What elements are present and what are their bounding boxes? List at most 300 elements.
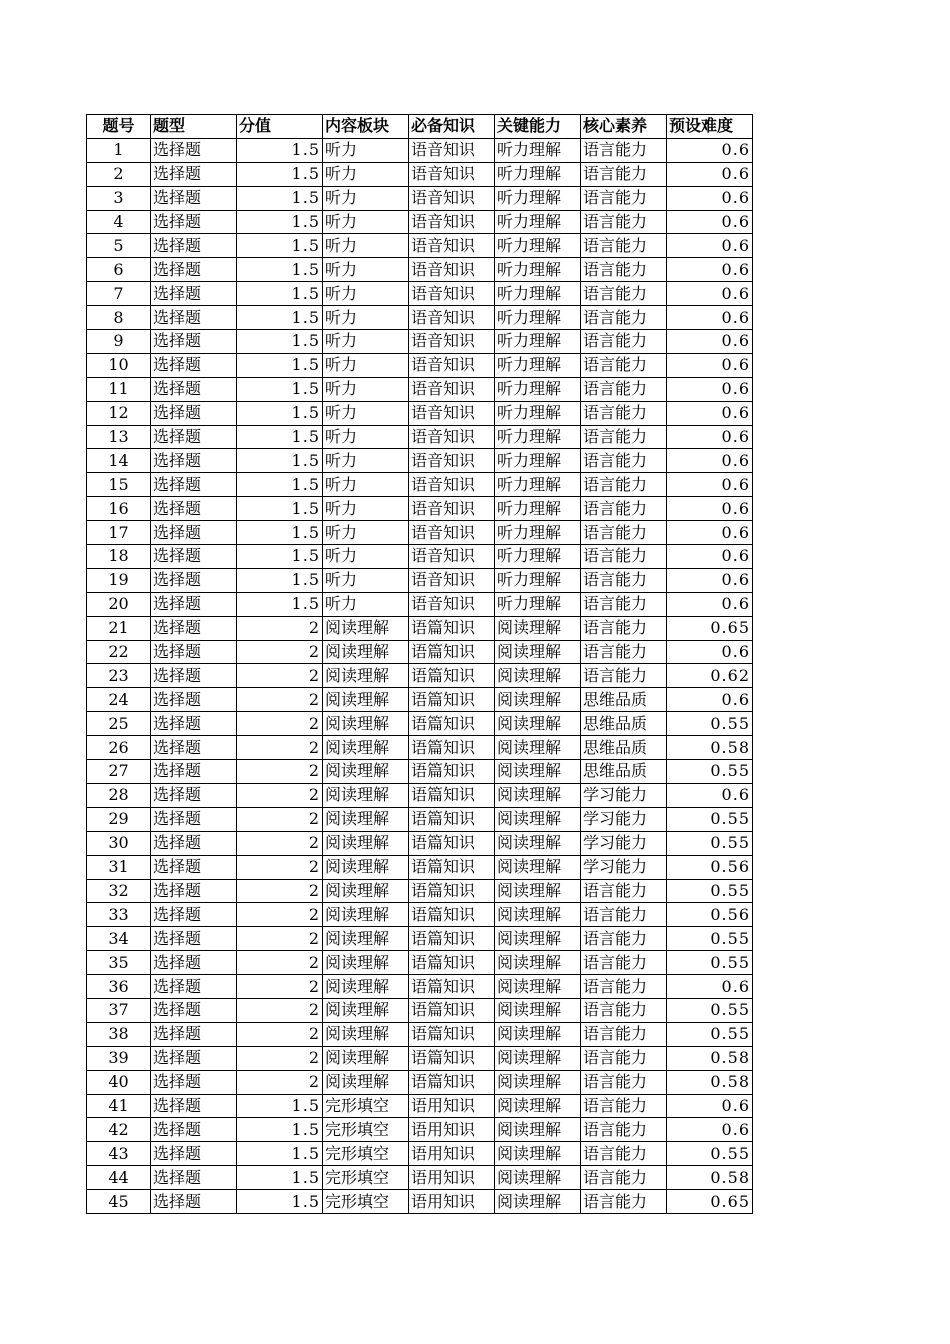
cell-question-number[interactable]: 20 [87,592,151,616]
cell-preset-difficulty[interactable]: 0.55 [667,760,753,784]
cell-preset-difficulty[interactable]: 0.6 [667,330,753,354]
cell-question-number[interactable]: 17 [87,521,151,545]
cell-preset-difficulty[interactable]: 0.6 [667,545,753,569]
cell-question-number[interactable]: 9 [87,330,151,354]
cell-content-section[interactable]: 听力 [323,306,409,330]
cell-question-type[interactable]: 选择题 [151,592,237,616]
cell-key-ability[interactable]: 阅读理解 [495,1094,581,1118]
cell-question-type[interactable]: 选择题 [151,927,237,951]
cell-question-number[interactable]: 45 [87,1190,151,1214]
cell-key-ability[interactable]: 听力理解 [495,186,581,210]
cell-question-type[interactable]: 选择题 [151,1190,237,1214]
cell-question-number[interactable]: 18 [87,545,151,569]
cell-preset-difficulty[interactable]: 0.58 [667,1046,753,1070]
cell-required-knowledge[interactable]: 语篇知识 [409,1070,495,1094]
cell-question-number[interactable]: 34 [87,927,151,951]
cell-preset-difficulty[interactable]: 0.6 [667,282,753,306]
cell-content-section[interactable]: 阅读理解 [323,736,409,760]
cell-core-literacy[interactable]: 语言能力 [581,377,667,401]
cell-question-type[interactable]: 选择题 [151,138,237,162]
cell-question-number[interactable]: 41 [87,1094,151,1118]
cell-core-literacy[interactable]: 语言能力 [581,138,667,162]
cell-core-literacy[interactable]: 学习能力 [581,831,667,855]
cell-question-type[interactable]: 选择题 [151,640,237,664]
cell-question-type[interactable]: 选择题 [151,998,237,1022]
cell-core-literacy[interactable]: 语言能力 [581,998,667,1022]
cell-required-knowledge[interactable]: 语音知识 [409,592,495,616]
cell-score[interactable]: 2 [237,664,323,688]
cell-question-type[interactable]: 选择题 [151,210,237,234]
cell-core-literacy[interactable]: 语言能力 [581,1142,667,1166]
cell-question-number[interactable]: 25 [87,712,151,736]
cell-required-knowledge[interactable]: 语篇知识 [409,951,495,975]
cell-preset-difficulty[interactable]: 0.56 [667,855,753,879]
cell-score[interactable]: 2 [237,783,323,807]
cell-question-number[interactable]: 15 [87,473,151,497]
cell-score[interactable]: 2 [237,688,323,712]
cell-key-ability[interactable]: 阅读理解 [495,712,581,736]
cell-preset-difficulty[interactable]: 0.65 [667,616,753,640]
header-content-section[interactable]: 内容板块 [323,115,409,139]
cell-score[interactable]: 1.5 [237,1094,323,1118]
cell-key-ability[interactable]: 听力理解 [495,234,581,258]
cell-core-literacy[interactable]: 语言能力 [581,1070,667,1094]
cell-score[interactable]: 2 [237,712,323,736]
cell-preset-difficulty[interactable]: 0.6 [667,568,753,592]
cell-key-ability[interactable]: 阅读理解 [495,783,581,807]
cell-core-literacy[interactable]: 语言能力 [581,473,667,497]
cell-preset-difficulty[interactable]: 0.56 [667,903,753,927]
cell-core-literacy[interactable]: 语言能力 [581,879,667,903]
cell-content-section[interactable]: 完形填空 [323,1142,409,1166]
cell-required-knowledge[interactable]: 语篇知识 [409,1022,495,1046]
cell-question-number[interactable]: 7 [87,282,151,306]
cell-key-ability[interactable]: 听力理解 [495,210,581,234]
cell-score[interactable]: 1.5 [237,1118,323,1142]
cell-question-number[interactable]: 3 [87,186,151,210]
cell-question-type[interactable]: 选择题 [151,688,237,712]
cell-required-knowledge[interactable]: 语音知识 [409,234,495,258]
cell-required-knowledge[interactable]: 语音知识 [409,473,495,497]
cell-score[interactable]: 1.5 [237,545,323,569]
cell-preset-difficulty[interactable]: 0.6 [667,783,753,807]
cell-core-literacy[interactable]: 语言能力 [581,1094,667,1118]
cell-content-section[interactable]: 听力 [323,138,409,162]
cell-question-type[interactable]: 选择题 [151,473,237,497]
cell-score[interactable]: 2 [237,640,323,664]
cell-question-type[interactable]: 选择题 [151,425,237,449]
cell-preset-difficulty[interactable]: 0.6 [667,353,753,377]
cell-preset-difficulty[interactable]: 0.65 [667,1190,753,1214]
cell-question-type[interactable]: 选择题 [151,1022,237,1046]
cell-question-type[interactable]: 选择题 [151,1166,237,1190]
cell-question-type[interactable]: 选择题 [151,664,237,688]
cell-required-knowledge[interactable]: 语篇知识 [409,640,495,664]
cell-key-ability[interactable]: 听力理解 [495,353,581,377]
cell-core-literacy[interactable]: 语言能力 [581,640,667,664]
cell-question-number[interactable]: 26 [87,736,151,760]
cell-content-section[interactable]: 听力 [323,568,409,592]
cell-content-section[interactable]: 听力 [323,497,409,521]
cell-key-ability[interactable]: 阅读理解 [495,1142,581,1166]
header-preset-difficulty[interactable]: 预设难度 [667,115,753,139]
cell-required-knowledge[interactable]: 语用知识 [409,1142,495,1166]
cell-question-number[interactable]: 27 [87,760,151,784]
cell-question-type[interactable]: 选择题 [151,975,237,999]
cell-question-type[interactable]: 选择题 [151,616,237,640]
cell-core-literacy[interactable]: 语言能力 [581,521,667,545]
header-required-knowledge[interactable]: 必备知识 [409,115,495,139]
cell-question-number[interactable]: 4 [87,210,151,234]
cell-required-knowledge[interactable]: 语用知识 [409,1094,495,1118]
cell-question-type[interactable]: 选择题 [151,497,237,521]
cell-preset-difficulty[interactable]: 0.6 [667,688,753,712]
cell-preset-difficulty[interactable]: 0.6 [667,521,753,545]
cell-question-number[interactable]: 2 [87,162,151,186]
cell-question-number[interactable]: 11 [87,377,151,401]
cell-content-section[interactable]: 听力 [323,353,409,377]
cell-content-section[interactable]: 阅读理解 [323,807,409,831]
cell-key-ability[interactable]: 听力理解 [495,401,581,425]
cell-content-section[interactable]: 阅读理解 [323,664,409,688]
cell-key-ability[interactable]: 阅读理解 [495,1022,581,1046]
cell-key-ability[interactable]: 听力理解 [495,377,581,401]
cell-score[interactable]: 1.5 [237,473,323,497]
cell-required-knowledge[interactable]: 语音知识 [409,306,495,330]
cell-content-section[interactable]: 听力 [323,186,409,210]
cell-required-knowledge[interactable]: 语音知识 [409,449,495,473]
cell-core-literacy[interactable]: 语言能力 [581,664,667,688]
header-question-number[interactable]: 题号 [87,115,151,139]
cell-question-number[interactable]: 13 [87,425,151,449]
cell-required-knowledge[interactable]: 语篇知识 [409,1046,495,1070]
header-question-type[interactable]: 题型 [151,115,237,139]
cell-question-type[interactable]: 选择题 [151,855,237,879]
cell-score[interactable]: 1.5 [237,282,323,306]
cell-score[interactable]: 2 [237,879,323,903]
cell-question-type[interactable]: 选择题 [151,234,237,258]
cell-question-number[interactable]: 14 [87,449,151,473]
cell-score[interactable]: 1.5 [237,186,323,210]
cell-score[interactable]: 2 [237,1022,323,1046]
cell-preset-difficulty[interactable]: 0.55 [667,998,753,1022]
cell-score[interactable]: 2 [237,975,323,999]
cell-required-knowledge[interactable]: 语篇知识 [409,807,495,831]
cell-required-knowledge[interactable]: 语音知识 [409,521,495,545]
cell-key-ability[interactable]: 阅读理解 [495,927,581,951]
cell-preset-difficulty[interactable]: 0.6 [667,1118,753,1142]
cell-question-type[interactable]: 选择题 [151,377,237,401]
cell-core-literacy[interactable]: 语言能力 [581,258,667,282]
cell-required-knowledge[interactable]: 语用知识 [409,1190,495,1214]
cell-content-section[interactable]: 完形填空 [323,1118,409,1142]
cell-score[interactable]: 1.5 [237,568,323,592]
cell-key-ability[interactable]: 阅读理解 [495,998,581,1022]
cell-question-number[interactable]: 31 [87,855,151,879]
cell-key-ability[interactable]: 阅读理解 [495,879,581,903]
cell-key-ability[interactable]: 阅读理解 [495,760,581,784]
cell-score[interactable]: 1.5 [237,234,323,258]
cell-question-type[interactable]: 选择题 [151,282,237,306]
cell-score[interactable]: 2 [237,951,323,975]
cell-question-type[interactable]: 选择题 [151,1118,237,1142]
cell-question-type[interactable]: 选择题 [151,1094,237,1118]
cell-required-knowledge[interactable]: 语音知识 [409,330,495,354]
cell-content-section[interactable]: 阅读理解 [323,1046,409,1070]
cell-question-number[interactable]: 30 [87,831,151,855]
cell-preset-difficulty[interactable]: 0.6 [667,425,753,449]
cell-required-knowledge[interactable]: 语篇知识 [409,712,495,736]
cell-question-number[interactable]: 36 [87,975,151,999]
cell-content-section[interactable]: 完形填空 [323,1094,409,1118]
cell-preset-difficulty[interactable]: 0.55 [667,1022,753,1046]
cell-key-ability[interactable]: 听力理解 [495,592,581,616]
cell-question-number[interactable]: 42 [87,1118,151,1142]
cell-key-ability[interactable]: 听力理解 [495,521,581,545]
cell-preset-difficulty[interactable]: 0.6 [667,138,753,162]
cell-preset-difficulty[interactable]: 0.6 [667,306,753,330]
cell-question-number[interactable]: 39 [87,1046,151,1070]
cell-preset-difficulty[interactable]: 0.6 [667,975,753,999]
cell-score[interactable]: 1.5 [237,1142,323,1166]
cell-question-number[interactable]: 6 [87,258,151,282]
cell-preset-difficulty[interactable]: 0.58 [667,736,753,760]
cell-preset-difficulty[interactable]: 0.55 [667,927,753,951]
cell-score[interactable]: 1.5 [237,1166,323,1190]
cell-core-literacy[interactable]: 语言能力 [581,401,667,425]
cell-question-number[interactable]: 33 [87,903,151,927]
cell-preset-difficulty[interactable]: 0.55 [667,712,753,736]
cell-question-type[interactable]: 选择题 [151,712,237,736]
cell-content-section[interactable]: 听力 [323,330,409,354]
cell-required-knowledge[interactable]: 语篇知识 [409,783,495,807]
cell-question-type[interactable]: 选择题 [151,1070,237,1094]
cell-key-ability[interactable]: 阅读理解 [495,951,581,975]
cell-key-ability[interactable]: 阅读理解 [495,903,581,927]
cell-required-knowledge[interactable]: 语篇知识 [409,760,495,784]
cell-score[interactable]: 2 [237,807,323,831]
cell-question-number[interactable]: 8 [87,306,151,330]
cell-core-literacy[interactable]: 语言能力 [581,616,667,640]
cell-score[interactable]: 1.5 [237,138,323,162]
cell-content-section[interactable]: 阅读理解 [323,998,409,1022]
cell-score[interactable]: 1.5 [237,258,323,282]
cell-key-ability[interactable]: 阅读理解 [495,855,581,879]
cell-core-literacy[interactable]: 语言能力 [581,927,667,951]
cell-core-literacy[interactable]: 语言能力 [581,1166,667,1190]
cell-key-ability[interactable]: 阅读理解 [495,736,581,760]
cell-question-number[interactable]: 35 [87,951,151,975]
cell-key-ability[interactable]: 阅读理解 [495,831,581,855]
cell-preset-difficulty[interactable]: 0.6 [667,186,753,210]
cell-preset-difficulty[interactable]: 0.58 [667,1166,753,1190]
cell-preset-difficulty[interactable]: 0.6 [667,234,753,258]
cell-required-knowledge[interactable]: 语篇知识 [409,831,495,855]
cell-question-type[interactable]: 选择题 [151,879,237,903]
cell-key-ability[interactable]: 阅读理解 [495,616,581,640]
cell-required-knowledge[interactable]: 语篇知识 [409,998,495,1022]
cell-key-ability[interactable]: 阅读理解 [495,1070,581,1094]
cell-core-literacy[interactable]: 语言能力 [581,1118,667,1142]
cell-core-literacy[interactable]: 语言能力 [581,497,667,521]
cell-required-knowledge[interactable]: 语篇知识 [409,855,495,879]
cell-question-type[interactable]: 选择题 [151,903,237,927]
cell-key-ability[interactable]: 阅读理解 [495,1046,581,1070]
cell-content-section[interactable]: 听力 [323,401,409,425]
cell-question-number[interactable]: 12 [87,401,151,425]
cell-content-section[interactable]: 完形填空 [323,1166,409,1190]
cell-question-number[interactable]: 44 [87,1166,151,1190]
cell-content-section[interactable]: 完形填空 [323,1190,409,1214]
cell-question-number[interactable]: 10 [87,353,151,377]
cell-key-ability[interactable]: 阅读理解 [495,664,581,688]
cell-core-literacy[interactable]: 语言能力 [581,306,667,330]
cell-question-type[interactable]: 选择题 [151,951,237,975]
cell-required-knowledge[interactable]: 语篇知识 [409,736,495,760]
cell-preset-difficulty[interactable]: 0.58 [667,1070,753,1094]
cell-question-type[interactable]: 选择题 [151,306,237,330]
cell-content-section[interactable]: 阅读理解 [323,760,409,784]
cell-core-literacy[interactable]: 语言能力 [581,210,667,234]
cell-content-section[interactable]: 听力 [323,473,409,497]
cell-preset-difficulty[interactable]: 0.55 [667,807,753,831]
cell-required-knowledge[interactable]: 语音知识 [409,210,495,234]
cell-question-type[interactable]: 选择题 [151,545,237,569]
cell-key-ability[interactable]: 听力理解 [495,258,581,282]
cell-required-knowledge[interactable]: 语音知识 [409,401,495,425]
header-key-ability[interactable]: 关键能力 [495,115,581,139]
cell-required-knowledge[interactable]: 语音知识 [409,545,495,569]
cell-score[interactable]: 1.5 [237,377,323,401]
cell-content-section[interactable]: 阅读理解 [323,903,409,927]
cell-score[interactable]: 2 [237,760,323,784]
cell-preset-difficulty[interactable]: 0.55 [667,879,753,903]
header-core-literacy[interactable]: 核心素养 [581,115,667,139]
cell-question-type[interactable]: 选择题 [151,568,237,592]
cell-required-knowledge[interactable]: 语篇知识 [409,879,495,903]
cell-score[interactable]: 2 [237,1046,323,1070]
cell-question-number[interactable]: 21 [87,616,151,640]
cell-preset-difficulty[interactable]: 0.6 [667,210,753,234]
cell-score[interactable]: 1.5 [237,521,323,545]
cell-score[interactable]: 1.5 [237,1190,323,1214]
cell-score[interactable]: 1.5 [237,401,323,425]
cell-core-literacy[interactable]: 语言能力 [581,1046,667,1070]
cell-content-section[interactable]: 听力 [323,377,409,401]
cell-core-literacy[interactable]: 语言能力 [581,330,667,354]
cell-question-type[interactable]: 选择题 [151,736,237,760]
cell-question-number[interactable]: 43 [87,1142,151,1166]
cell-key-ability[interactable]: 阅读理解 [495,975,581,999]
cell-required-knowledge[interactable]: 语音知识 [409,377,495,401]
cell-preset-difficulty[interactable]: 0.55 [667,831,753,855]
cell-content-section[interactable]: 听力 [323,162,409,186]
cell-key-ability[interactable]: 听力理解 [495,138,581,162]
cell-score[interactable]: 2 [237,927,323,951]
cell-required-knowledge[interactable]: 语音知识 [409,353,495,377]
cell-required-knowledge[interactable]: 语篇知识 [409,688,495,712]
cell-required-knowledge[interactable]: 语音知识 [409,425,495,449]
cell-score[interactable]: 2 [237,855,323,879]
cell-required-knowledge[interactable]: 语音知识 [409,282,495,306]
cell-core-literacy[interactable]: 语言能力 [581,975,667,999]
cell-score[interactable]: 1.5 [237,210,323,234]
cell-content-section[interactable]: 听力 [323,210,409,234]
cell-preset-difficulty[interactable]: 0.55 [667,951,753,975]
cell-question-number[interactable]: 23 [87,664,151,688]
cell-question-number[interactable]: 29 [87,807,151,831]
cell-preset-difficulty[interactable]: 0.6 [667,377,753,401]
cell-score[interactable]: 1.5 [237,306,323,330]
cell-preset-difficulty[interactable]: 0.55 [667,1142,753,1166]
cell-question-number[interactable]: 19 [87,568,151,592]
cell-score[interactable]: 1.5 [237,162,323,186]
cell-score[interactable]: 2 [237,998,323,1022]
cell-content-section[interactable]: 听力 [323,545,409,569]
cell-score[interactable]: 2 [237,1070,323,1094]
cell-core-literacy[interactable]: 语言能力 [581,234,667,258]
cell-core-literacy[interactable]: 学习能力 [581,783,667,807]
cell-required-knowledge[interactable]: 语音知识 [409,162,495,186]
cell-content-section[interactable]: 听力 [323,282,409,306]
cell-question-number[interactable]: 16 [87,497,151,521]
cell-score[interactable]: 2 [237,903,323,927]
cell-key-ability[interactable]: 阅读理解 [495,807,581,831]
cell-question-type[interactable]: 选择题 [151,1142,237,1166]
cell-content-section[interactable]: 阅读理解 [323,1070,409,1094]
cell-preset-difficulty[interactable]: 0.6 [667,401,753,425]
cell-content-section[interactable]: 阅读理解 [323,975,409,999]
cell-key-ability[interactable]: 听力理解 [495,162,581,186]
cell-required-knowledge[interactable]: 语用知识 [409,1166,495,1190]
cell-question-number[interactable]: 5 [87,234,151,258]
cell-key-ability[interactable]: 听力理解 [495,425,581,449]
cell-core-literacy[interactable]: 思维品质 [581,712,667,736]
cell-key-ability[interactable]: 阅读理解 [495,1190,581,1214]
cell-core-literacy[interactable]: 语言能力 [581,186,667,210]
cell-key-ability[interactable]: 听力理解 [495,306,581,330]
cell-core-literacy[interactable]: 语言能力 [581,545,667,569]
cell-preset-difficulty[interactable]: 0.6 [667,640,753,664]
cell-required-knowledge[interactable]: 语音知识 [409,138,495,162]
cell-question-number[interactable]: 28 [87,783,151,807]
cell-question-number[interactable]: 37 [87,998,151,1022]
cell-question-type[interactable]: 选择题 [151,807,237,831]
cell-question-number[interactable]: 22 [87,640,151,664]
cell-content-section[interactable]: 阅读理解 [323,616,409,640]
cell-required-knowledge[interactable]: 语篇知识 [409,903,495,927]
cell-question-type[interactable]: 选择题 [151,521,237,545]
cell-key-ability[interactable]: 阅读理解 [495,1118,581,1142]
cell-core-literacy[interactable]: 语言能力 [581,425,667,449]
cell-question-type[interactable]: 选择题 [151,783,237,807]
cell-required-knowledge[interactable]: 语音知识 [409,258,495,282]
cell-core-literacy[interactable]: 思维品质 [581,760,667,784]
cell-key-ability[interactable]: 阅读理解 [495,640,581,664]
cell-question-type[interactable]: 选择题 [151,186,237,210]
cell-required-knowledge[interactable]: 语音知识 [409,568,495,592]
cell-question-type[interactable]: 选择题 [151,162,237,186]
cell-core-literacy[interactable]: 语言能力 [581,903,667,927]
cell-question-type[interactable]: 选择题 [151,330,237,354]
cell-key-ability[interactable]: 听力理解 [495,568,581,592]
cell-content-section[interactable]: 听力 [323,258,409,282]
cell-preset-difficulty[interactable]: 0.6 [667,592,753,616]
cell-core-literacy[interactable]: 语言能力 [581,353,667,377]
cell-question-type[interactable]: 选择题 [151,831,237,855]
cell-required-knowledge[interactable]: 语篇知识 [409,616,495,640]
cell-key-ability[interactable]: 听力理解 [495,330,581,354]
